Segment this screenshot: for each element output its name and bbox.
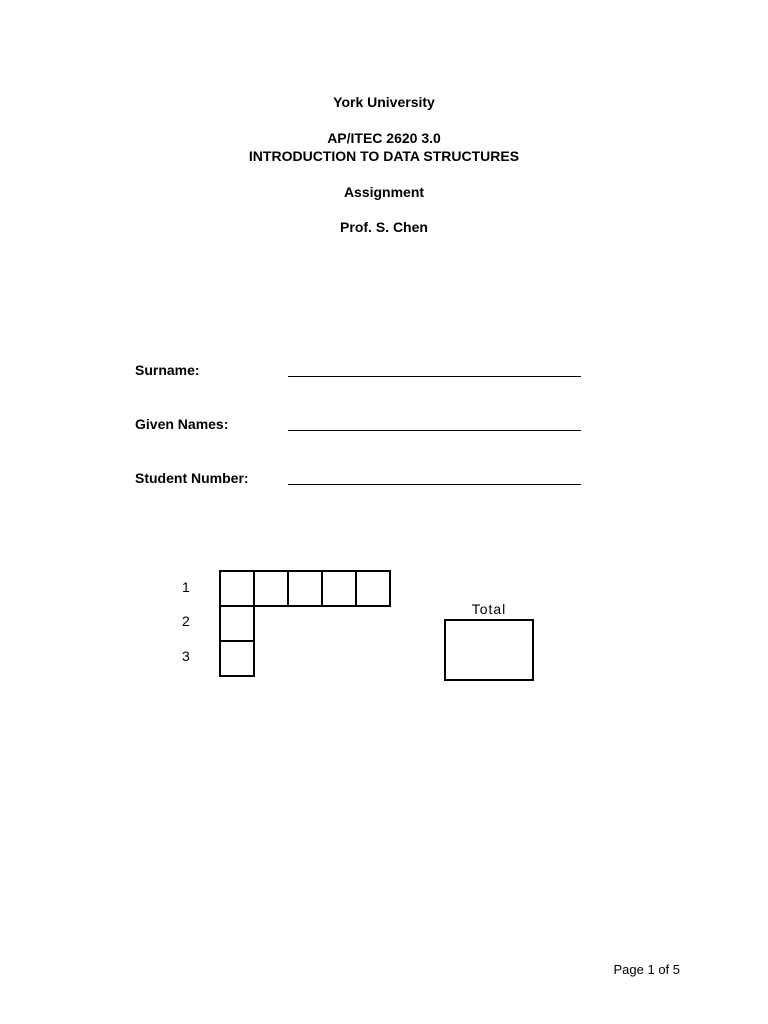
row-label-2: 2 bbox=[182, 613, 190, 629]
surname-label: Surname: bbox=[135, 362, 200, 378]
grade-cell-1-1[interactable] bbox=[219, 570, 255, 607]
given-names-field[interactable] bbox=[288, 430, 581, 431]
grade-cell-1-5[interactable] bbox=[355, 570, 391, 607]
grade-cell-2-1[interactable] bbox=[219, 605, 255, 642]
page-indicator: Page 1 of 5 bbox=[613, 962, 680, 977]
grade-cell-1-2[interactable] bbox=[253, 570, 289, 607]
given-names-label: Given Names: bbox=[135, 416, 229, 432]
grade-cell-1-3[interactable] bbox=[287, 570, 323, 607]
student-number-field[interactable] bbox=[288, 484, 581, 485]
document-type: Assignment bbox=[343, 184, 425, 200]
grade-cell-3-1[interactable] bbox=[219, 640, 255, 677]
grade-cell-1-4[interactable] bbox=[321, 570, 357, 607]
row-label-1: 1 bbox=[182, 579, 190, 595]
course-title: INTRODUCTION TO DATA STRUCTURES bbox=[248, 148, 520, 164]
total-box[interactable] bbox=[444, 619, 534, 681]
instructor-name: Prof. S. Chen bbox=[340, 219, 428, 235]
institution-name: York University bbox=[333, 94, 435, 110]
course-code: AP/ITEC 2620 3.0 bbox=[327, 130, 441, 146]
total-label: Total bbox=[471, 601, 507, 617]
student-number-label: Student Number: bbox=[135, 470, 249, 486]
surname-field[interactable] bbox=[288, 376, 581, 377]
row-label-3: 3 bbox=[182, 648, 190, 664]
